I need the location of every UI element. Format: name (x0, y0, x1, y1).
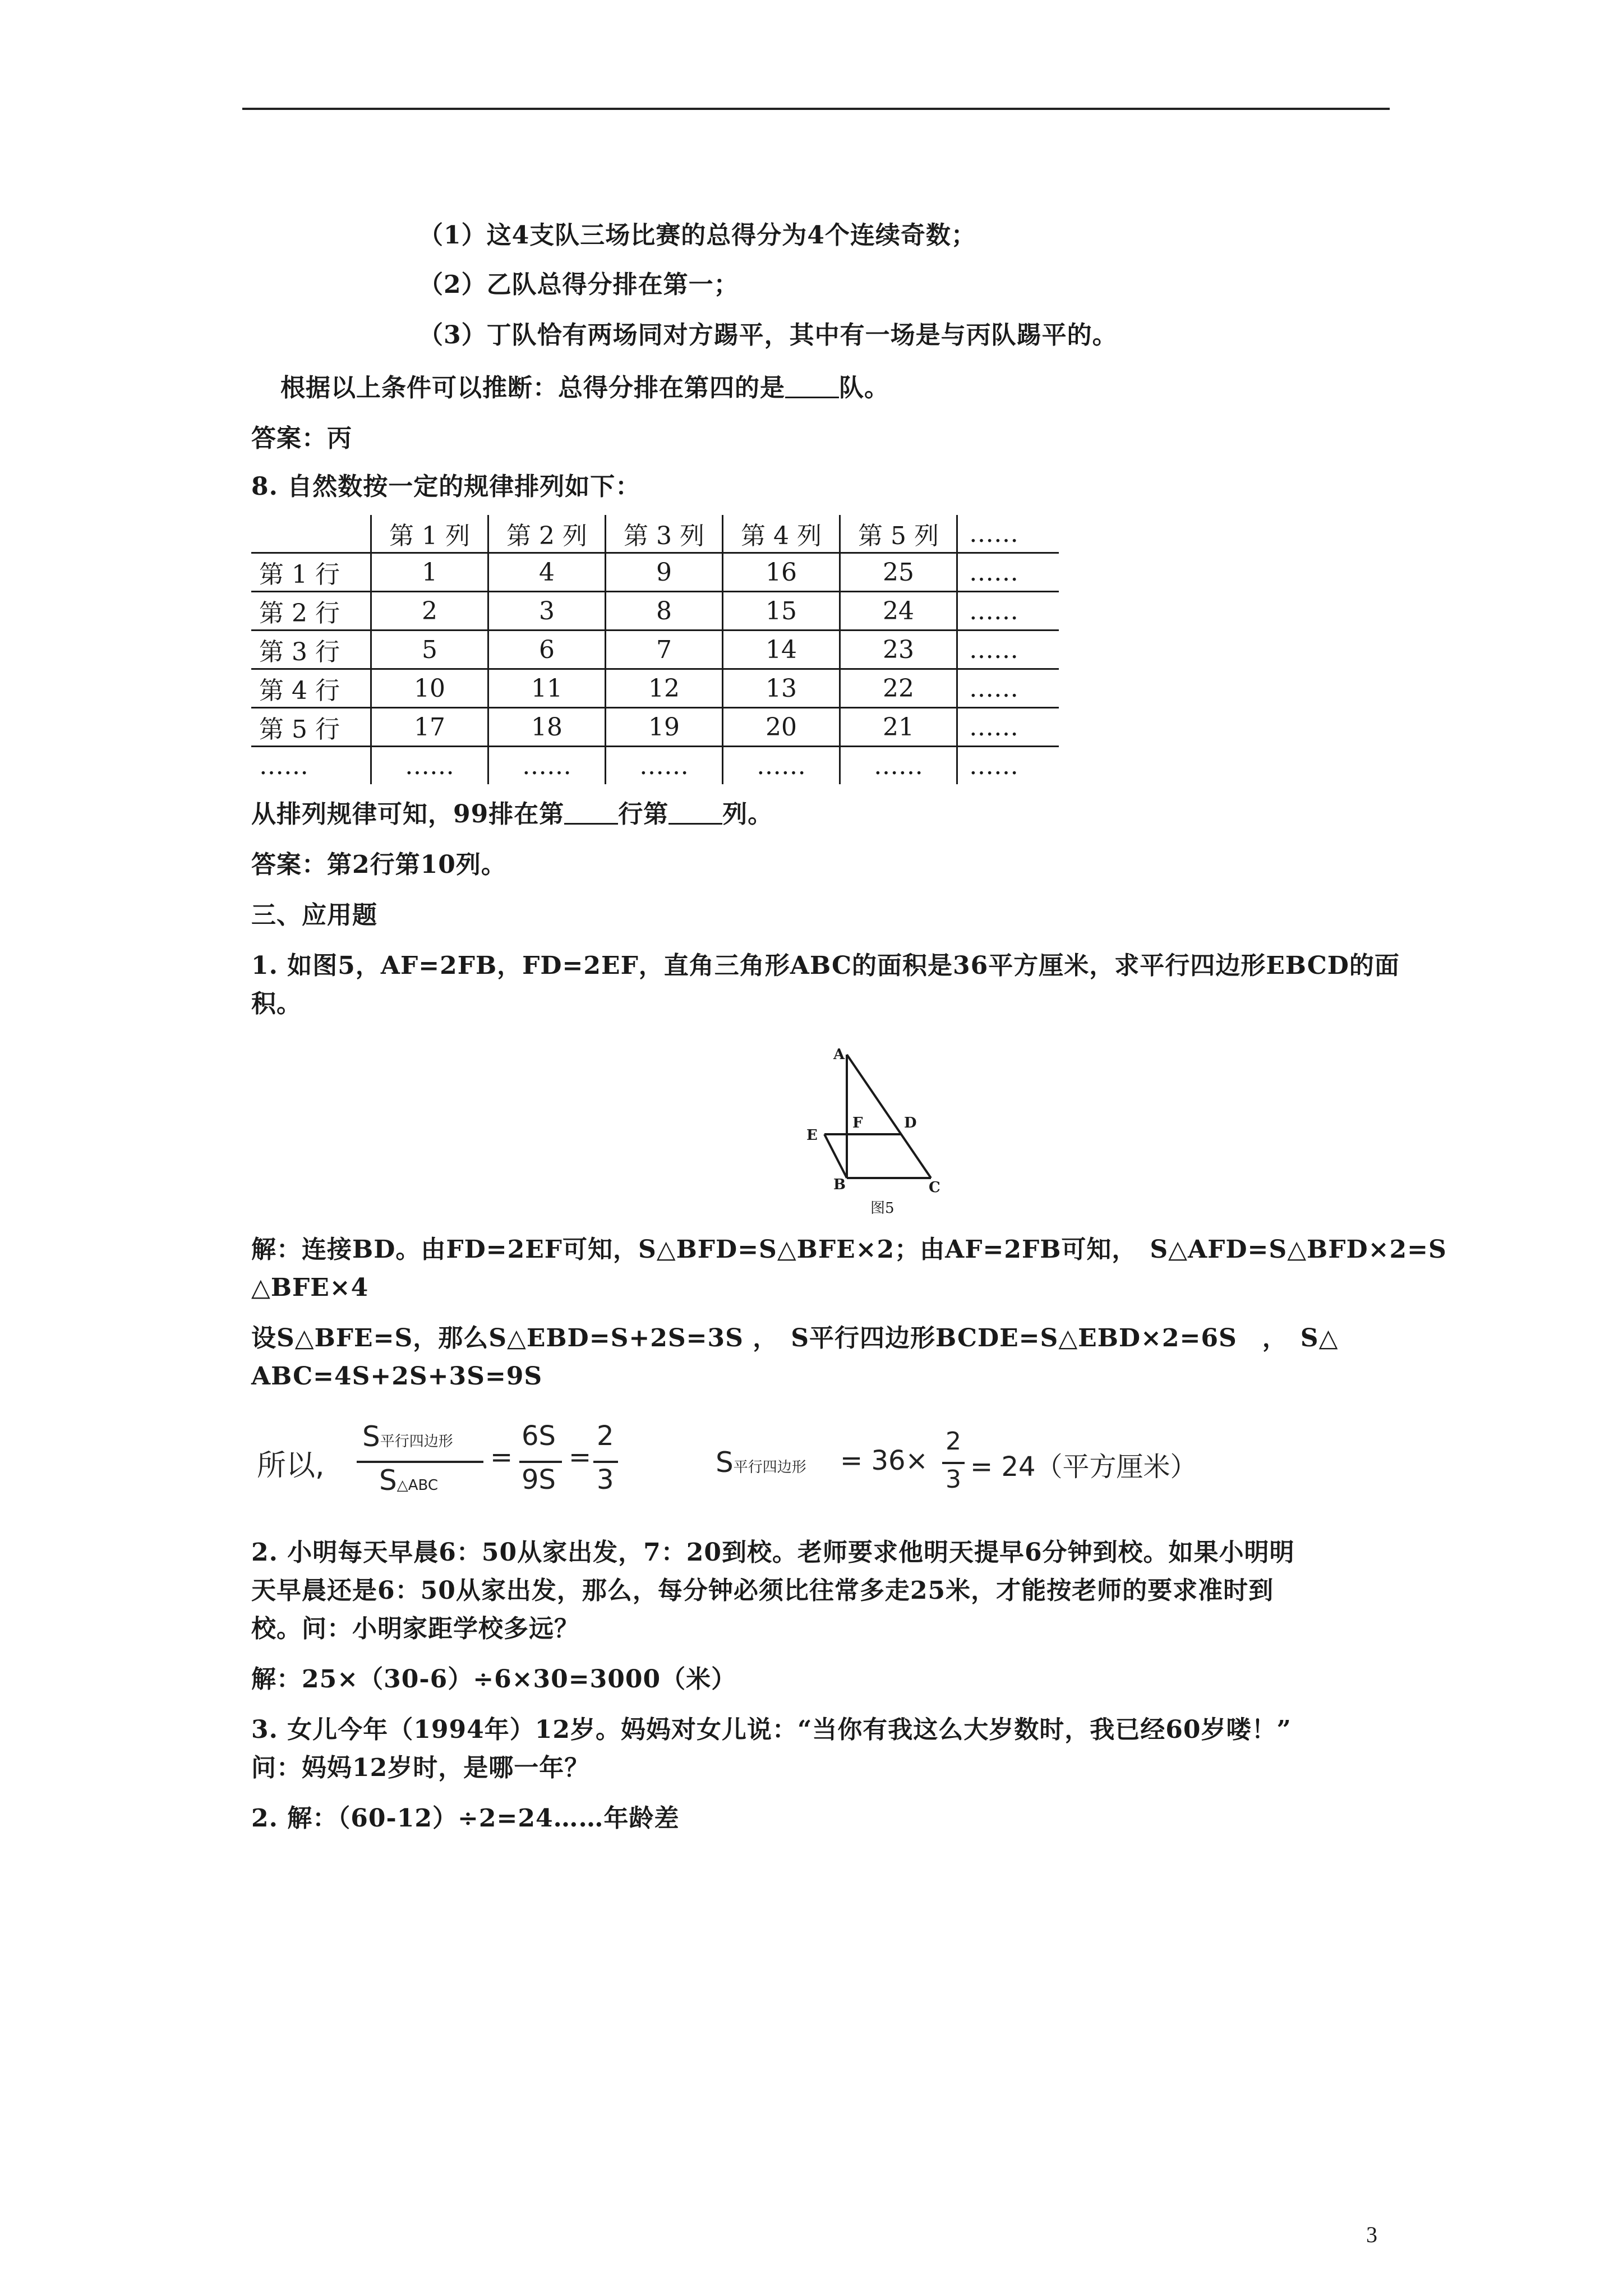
table-cell: 7 (606, 631, 723, 669)
denominator-subscript: △ABC (396, 1477, 439, 1494)
table-cell: 24 (840, 592, 957, 631)
fraction-bar (942, 1462, 965, 1464)
header-rule (242, 108, 1390, 110)
answer-blank (668, 800, 722, 825)
q8-answer: 答案：第2行第10列。 (251, 850, 506, 879)
numerator-s: S (362, 1420, 380, 1453)
table-cell: 10 (371, 669, 488, 708)
fraction-3-num: 2 (597, 1420, 614, 1452)
fraction-bar (519, 1461, 562, 1463)
table-cell: 11 (488, 669, 606, 708)
table-cell: 1 (371, 553, 488, 592)
table-cell: 18 (488, 708, 606, 747)
fraction-bar (357, 1461, 483, 1463)
q8-question: 从排列规律可知，99排在第 行第 列。 (251, 800, 773, 829)
table-row (251, 553, 1059, 592)
table-cell: 19 (606, 708, 723, 747)
table-cell: 12 (606, 669, 723, 708)
table-cell: …… (957, 631, 1059, 669)
table-cell: 9 (606, 553, 723, 592)
column-header: 第 4 列 (723, 515, 840, 553)
label-f: F (852, 1115, 863, 1131)
equals-sign: = (490, 1442, 513, 1473)
table-cell: …… (957, 553, 1059, 592)
number-table (251, 515, 1059, 784)
column-header: 第 5 列 (840, 515, 957, 553)
table-cell: 21 (840, 708, 957, 747)
label-c: C (929, 1179, 940, 1196)
column-header: 第 1 列 (371, 515, 488, 553)
figure-caption: 图5 (870, 1200, 895, 1217)
table-cell: 20 (723, 708, 840, 747)
table-row (251, 708, 1059, 747)
table-cell: 2 (371, 592, 488, 631)
q7-answer: 答案：丙 (251, 424, 352, 453)
problem-1-line-1: 1. 如图5，AF=2FB，FD=2EF，直角三角形ABC的面积是36平方厘米，求平行四边形EBCD的面 (251, 951, 1400, 980)
table-row (251, 631, 1059, 669)
column-header: 第 2 列 (488, 515, 606, 553)
figure-5 (796, 1043, 965, 1223)
fraction-3-den: 3 (597, 1464, 614, 1496)
table-cell: …… (957, 669, 1059, 708)
q8-title: 8. 自然数按一定的规律排列如下： (251, 472, 641, 501)
page-number: 3 (1366, 2222, 1377, 2247)
problem-3-line-1: 3. 女儿今年（1994年）12岁。妈妈对女儿说：“当你有我这么大岁数时，我已经60岁喽！” (251, 1715, 1292, 1744)
row-header: 第 2 行 (259, 599, 340, 628)
column-header: …… (957, 515, 1059, 553)
table-cell: 13 (723, 669, 840, 708)
fraction-bar (593, 1461, 618, 1463)
table-cell: …… (371, 747, 488, 785)
answer-blank (785, 374, 839, 398)
q7-question: 根据以上条件可以推断：总得分排在第四的是 队。 (280, 374, 889, 402)
row-header: …… (259, 751, 308, 780)
label-e: E (806, 1127, 818, 1144)
table-cell: 14 (723, 631, 840, 669)
table-cell: 23 (840, 631, 957, 669)
result-fraction-num: 2 (946, 1427, 961, 1456)
answer-blank (564, 800, 618, 825)
row-header: 第 3 行 (259, 638, 340, 666)
table-cell: …… (840, 747, 957, 785)
condition-2: （2）乙队总得分排在第一； (418, 270, 739, 299)
table-cell: 15 (723, 592, 840, 631)
condition-1: （1）这4支队三场比赛的总得分为4个连续奇数； (418, 221, 976, 250)
solution-1-line-3: 设S△BFE=S，那么S△EBD=S+2S=3S ， S平行四边形BCDE=S△EBD×2=6S ， S△ (251, 1324, 1339, 1352)
section-title: 三、应用题 (251, 901, 377, 930)
result-fraction-den: 3 (946, 1465, 961, 1494)
solution-3: 2. 解：（60-12）÷2=24……年龄差 (251, 1804, 680, 1833)
problem-1-line-2: 积。 (251, 990, 302, 1018)
label-a: A (833, 1046, 845, 1063)
table-cell: …… (606, 747, 723, 785)
table-row (251, 669, 1059, 708)
solution-1-line-1: 解：连接BD。由FD=2EF可知，S△BFD=S△BFE×2；由AF=2FB可知， S△AFD=S△BFD×2=S (251, 1235, 1447, 1264)
equals-sign: = (569, 1442, 592, 1473)
table-cell: 5 (371, 631, 488, 669)
table-cell: 25 (840, 553, 957, 592)
condition-3: （3）丁队恰有两场同对方踢平，其中有一场是与丙队踢平的。 (418, 321, 1118, 349)
row-header: 第 1 行 (259, 560, 340, 589)
solution-1-line-4: ABC=4S+2S+3S=9S (251, 1362, 543, 1391)
table-cell: …… (488, 747, 606, 785)
table-cell: …… (957, 708, 1059, 747)
table-cell: …… (957, 592, 1059, 631)
problem-3-line-2: 问：妈妈12岁时，是哪一年？ (251, 1754, 590, 1782)
row-header: 第 5 行 (259, 715, 340, 744)
table-cell: 4 (488, 553, 606, 592)
row-header: 第 4 行 (259, 677, 340, 705)
suoyi-label: 所以, (257, 1449, 325, 1483)
result-subscript: 平行四边形 (733, 1459, 806, 1476)
table-cell: …… (723, 747, 840, 785)
problem-2-line-2: 天早晨还是6：50从家出发，那么，每分钟必须比往常多走25米，才能按老师的要求准时到 (251, 1576, 1274, 1605)
table-header-row (251, 515, 1059, 553)
fraction-2-num: 6S (522, 1420, 556, 1452)
table-cell: 3 (488, 592, 606, 631)
table-row (251, 747, 1059, 785)
column-header: 第 3 列 (606, 515, 723, 553)
solution-1-line-2: △BFE×4 (251, 1273, 369, 1302)
solution-2: 解：25×（30-6）÷6×30=3000（米） (251, 1665, 737, 1694)
result-middle: = 36× (840, 1445, 928, 1476)
result-end: = 24（平方厘米） (970, 1451, 1197, 1483)
table-cell: 16 (723, 553, 840, 592)
problem-2-line-1: 2. 小明每天早晨6：50从家出发，7：20到校。老师要求他明天提早6分钟到校。如果小明明 (251, 1538, 1295, 1567)
label-b: B (833, 1176, 846, 1193)
table-cell: 6 (488, 631, 606, 669)
fraction-2-den: 9S (522, 1464, 556, 1496)
problem-2-line-3: 校。问：小明家距学校多远？ (251, 1614, 579, 1643)
table-cell: 8 (606, 592, 723, 631)
table-row (251, 592, 1059, 631)
table-cell: 17 (371, 708, 488, 747)
table-cell: 22 (840, 669, 957, 708)
table-cell: …… (957, 747, 1059, 785)
numerator-subscript: 平行四边形 (380, 1433, 453, 1450)
label-d: D (904, 1115, 917, 1131)
denominator-s: S (379, 1464, 397, 1497)
result-s: S (716, 1446, 734, 1479)
